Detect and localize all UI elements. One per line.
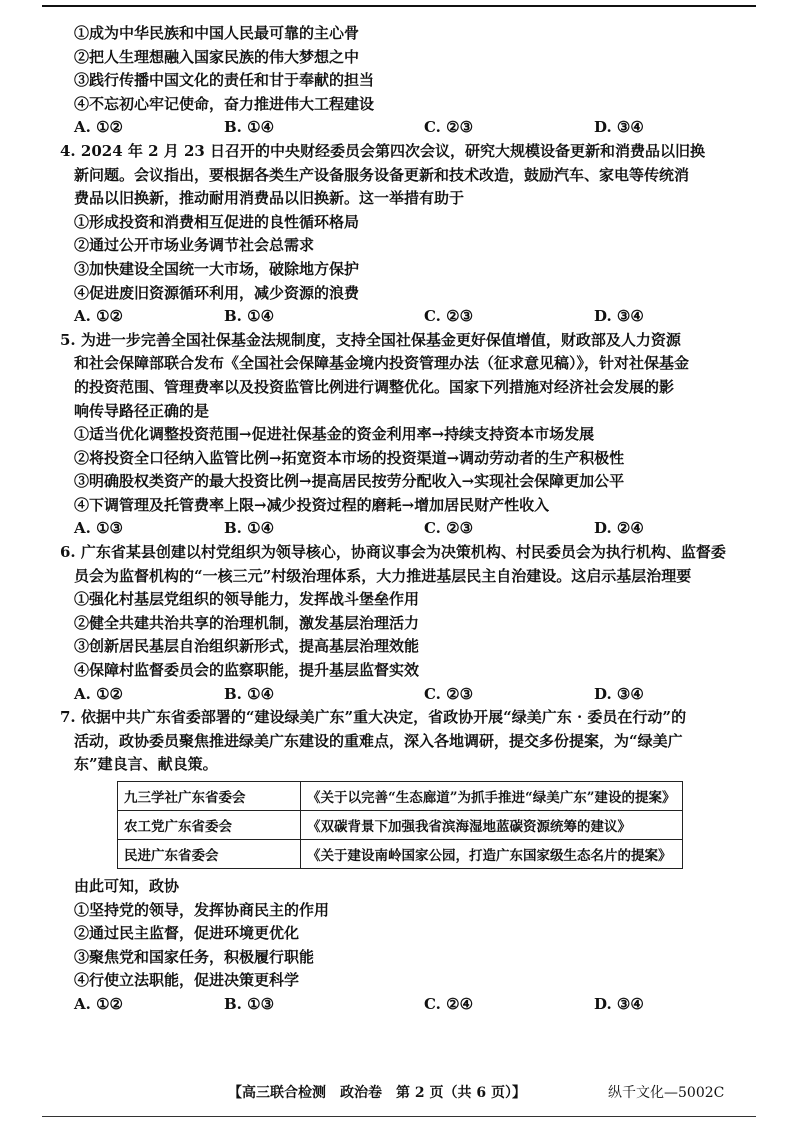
- q7-stem-line-2: 活动，政协委员聚焦推进绿美广东建设的重难点，深入各地调研，提交多份提案，为“绿美广: [74, 731, 683, 750]
- table-row: [118, 782, 683, 811]
- q7-choice-c: C. ②④: [424, 994, 474, 1013]
- q6-stem-line-1: 6. 广东省某县创建以村党组织为领导核心，协商议事会为决策机构、村民委员会为执行机构、监督委: [60, 543, 726, 562]
- q5-stem-line-1: 5. 为进一步完善全国社保基金法规制度，支持全国社保基金更好保值增值，财政部及人力资源: [60, 330, 681, 349]
- q6-choice-d: D. ③④: [594, 684, 644, 703]
- q4-choice-a: A. ①②: [74, 307, 123, 326]
- q5-option-4: ④下调管理及托管费率上限→减少投资过程的磨耗→增加居民财产性收入: [74, 495, 550, 514]
- q3-option-3: ③践行传播中国文化的责任和甘于奉献的担当: [74, 71, 375, 90]
- q5-choice-a: A. ①③: [74, 519, 123, 538]
- proposal-table: [117, 781, 683, 869]
- q7-choices: [62, 993, 752, 1017]
- q7-option-2: ②通过民主监督，促进环境更优化: [74, 924, 300, 943]
- q6-option-3: ③创新居民基层自治组织新形式，提高基层治理效能: [74, 637, 420, 656]
- bottom-rule: [42, 1116, 756, 1117]
- q4-stem-line-3: 费品以旧换新，推动耐用消费品以旧换新。这一举措有助于: [74, 189, 465, 208]
- question-3: [62, 22, 752, 140]
- table-cell-proposal: 《关于以完善“生态廊道”为抓手推进“绿美广东”建设的提案》: [301, 782, 683, 811]
- q3-choice-b: B. ①④: [224, 118, 275, 137]
- q4-choice-b: B. ①④: [224, 307, 275, 326]
- q3-choice-c: C. ②③: [424, 118, 474, 137]
- question-6: [62, 541, 752, 706]
- q4-choices: [62, 305, 752, 329]
- q6-choices: [62, 683, 752, 707]
- question-7: [62, 706, 752, 1016]
- table-cell-proposal: 《关于建设南岭国家公园，打造广东国家级生态名片的提案》: [301, 840, 683, 869]
- q5-choices: [62, 517, 752, 541]
- q4-option-2: ②通过公开市场业务调节社会总需求: [74, 236, 315, 255]
- q7-choice-b: B. ①③: [224, 994, 275, 1013]
- exam-page: [62, 22, 752, 1017]
- question-5: [62, 329, 752, 541]
- q6-choice-b: B. ①④: [224, 684, 275, 703]
- table-cell-org: 民进广东省委会: [118, 840, 301, 869]
- table-cell-org: 农工党广东省委会: [118, 811, 301, 840]
- q4-stem-line-1: 4. 2024 年 2 月 23 日召开的中央财经委员会第四次会议，研究大规模设备更新和消费品以旧换: [60, 141, 706, 160]
- q4-choice-c: C. ②③: [424, 307, 474, 326]
- q5-option-2: ②将投资全口径纳入监管比例→拓宽资本市场的投资渠道→调动劳动者的生产积极性: [74, 448, 625, 467]
- footer-page-info: 【高三联合检测 政治卷 第 2 页（共 6 页）】: [228, 1085, 526, 1101]
- q7-option-1: ①坚持党的领导，发挥协商民主的作用: [74, 900, 330, 919]
- table-cell-org: 九三学社广东省委会: [118, 782, 301, 811]
- q5-stem-line-3: 的投资范围、管理费率以及投资监管比例进行调整优化。国家下列措施对经济社会发展的影: [74, 377, 675, 396]
- q7-stem-line-3: 东”建良言、献良策。: [74, 755, 218, 774]
- q3-option-2: ②把人生理想融入国家民族的伟大梦想之中: [74, 47, 360, 66]
- q6-option-4: ④保障村监督委员会的监察职能，提升基层监督实效: [74, 661, 420, 680]
- q7-stem-line-1: 7. 依据中共广东省委部署的“建设绿美广东”重大决定，省政协开展“绿美广东 · 委员在行动”的: [60, 708, 687, 727]
- q5-option-3: ③明确股权类资产的最大投资比例→提高居民按劳分配收入→实现社会保障更加公平: [74, 472, 625, 491]
- q7-choice-d: D. ③④: [594, 994, 644, 1013]
- q5-choice-b: B. ①④: [224, 519, 275, 538]
- question-4: [62, 140, 752, 329]
- footer-code: 纵千文化—5002C: [608, 1085, 725, 1101]
- q6-option-2: ②健全共建共治共享的治理机制，激发基层治理活力: [74, 613, 420, 632]
- q7-lead: 由此可知，政协: [74, 877, 180, 895]
- q7-option-4: ④行使立法职能，促进决策更科学: [74, 971, 300, 990]
- q3-option-1: ①成为中华民族和中国人民最可靠的主心骨: [74, 24, 360, 42]
- q5-choice-d: D. ②④: [594, 519, 644, 538]
- q6-option-1: ①强化村基层党组织的领导能力，发挥战斗堡垒作用: [74, 590, 420, 609]
- q3-choice-d: D. ③④: [594, 118, 644, 137]
- q7-option-3: ③聚焦党和国家任务，积极履行职能: [74, 947, 315, 966]
- q5-option-1: ①适当优化调整投资范围→促进社保基金的资金利用率→持续支持资本市场发展: [74, 425, 595, 444]
- q5-choice-c: C. ②③: [424, 519, 474, 538]
- q7-choice-a: A. ①②: [74, 994, 123, 1013]
- table-cell-proposal: 《双碳背景下加强我省滨海湿地蓝碳资源统筹的建议》: [301, 811, 683, 840]
- table-row: [118, 840, 683, 869]
- top-rule: [42, 5, 756, 7]
- q4-choice-d: D. ③④: [594, 307, 644, 326]
- q4-stem-line-2: 新问题。会议指出，要根据各类生产设备服务设备更新和技术改造，鼓励汽车、家电等传统消: [74, 165, 690, 184]
- q6-choice-c: C. ②③: [424, 684, 474, 703]
- q6-choice-a: A. ①②: [74, 684, 123, 703]
- q5-stem-line-4: 响传导路径正确的是: [74, 401, 210, 420]
- q3-choices: [62, 116, 752, 140]
- q4-option-4: ④促进废旧资源循环利用，减少资源的浪费: [74, 283, 360, 302]
- table-row: [118, 811, 683, 840]
- q3-option-4: ④不忘初心牢记使命，奋力推进伟大工程建设: [74, 94, 375, 113]
- q4-option-3: ③加快建设全国统一大市场，破除地方保护: [74, 259, 360, 278]
- q3-choice-a: A. ①②: [74, 118, 123, 137]
- q4-option-1: ①形成投资和消费相互促进的良性循环格局: [74, 212, 360, 231]
- q5-stem-line-2: 和社会保障部联合发布《全国社会保障基金境内投资管理办法（征求意见稿）》，针对社保基金: [74, 354, 690, 373]
- q6-stem-line-2: 员会为监督机构的“一核三元”村级治理体系，大力推进基层民主自治建设。这启示基层治理要: [74, 566, 692, 585]
